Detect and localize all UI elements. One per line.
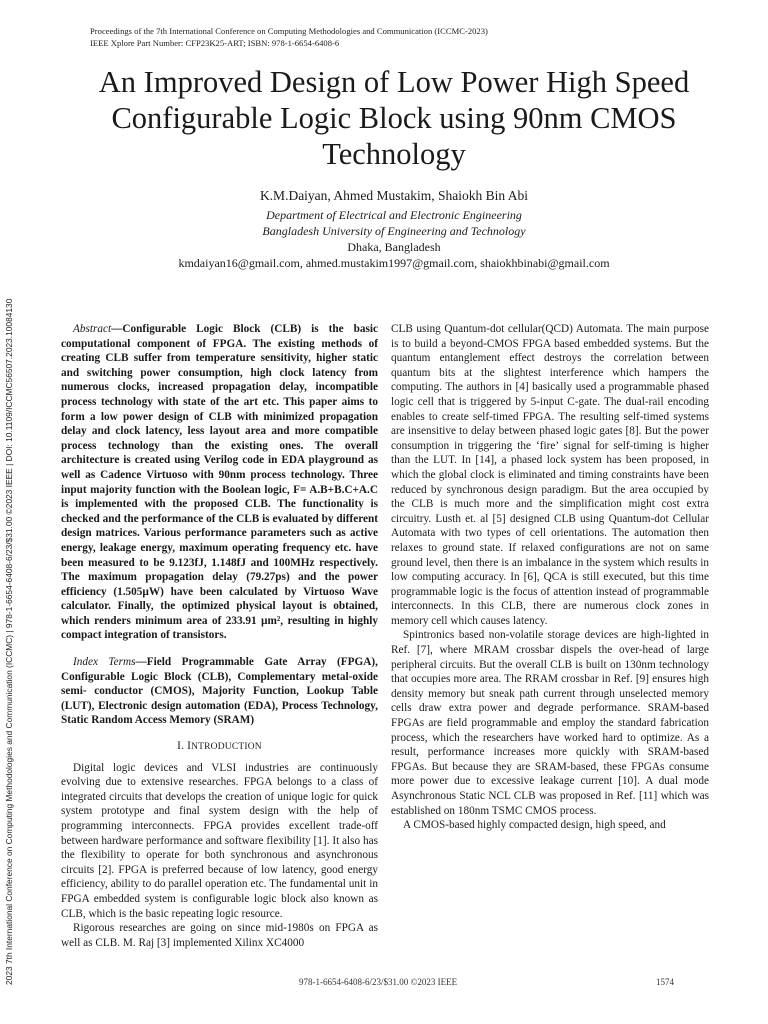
page-number: 1574: [656, 977, 674, 987]
section-heading-introduction: [61, 739, 378, 755]
index-terms: [61, 655, 378, 728]
section-numeral: I.: [177, 740, 185, 753]
paper-title: [40, 64, 748, 172]
right-paragraph-1: CLB using Quantum-dot cellular(QCD) Automata. The main purpose is to build a beyond-CMOS FPGA based embedded systems. But the quantum entanglement effect destroys the correlation between quantum bits at the slightest interference which hampers the computing. The authors in [4] basically used a programmable phased logic cell that is triggered by 5-input C-gate. The dual-rail encoding enables to create self-timed FPGA. The resulting self-timed systems are insensitive to delay between phased logic gates [8]. But the power consumption in triggering the ‘fire’ signal for self-timing is higher than the LUT. In [14], a phased lock system has been proposed, in which the global clock is eliminated and timing constraints have been reduced by synchronous design paradigm. But the area occupied by the CLB is much more and the simplification might cost extra circuitry. Lusth et. al [5] designed CLB using Quantum-dot Cellular Automata with two types of cell orientations. The automation then relaxes to ground state. If relaxed configurations are not on same ground level, then there is an imbalance in the system which results in low computing accuracy. In [6], QCA is still executed, but this time programmable logic is the focus of attention instead of programmable interconnects. In this CLB, there are numerous clock zones in memory cell which causes latency.: [391, 323, 709, 627]
left-paragraph-1: Digital logic devices and VLSI industries are continuously evolving due to extensive researches. FPGA belongs to a class of integrated circuits that develops the creation of unique logic for quick system prototype and final system design with the help of programming interconnects. FPGA provides excellent trade-off between hardware performance and software flexibility [1]. It also has the flexibility to operate for both synchronous and asynchronous circuits [2]. FPGA is preferred because of low latency, good energy efficiency, ability to do parallel operation etc. The fundamental unit in FPGA embedded system is configurable logic block also known as CLB, which is the basic repeating logic resource.: [61, 761, 378, 920]
abstract: [61, 322, 378, 643]
right-paragraph-3: A CMOS-based highly compacted design, high speed, and: [403, 819, 666, 832]
title-line-3: Technology: [322, 137, 466, 171]
location: Dhaka, Bangladesh: [347, 240, 441, 254]
abstract-text: —Configurable Logic Block (CLB) is the basic computational component of FPGA. The existing methods of creating CLB suffer from temperature sensitivity, higher static and switching power consumption, high clock latency from numerous clocks, increased propagation delay, incompatible process technology with state of the art etc. This paper aims to form a low power design of CLB with minimized propagation delay and clock latency, less layout area and more compatible process technology than the existing ones. The overall architecture is created using Verilog code in EDA playground as well as Cadence Virtuoso with 90nm process technology. Three input majority function with the Boolean logic, F= A.B+B.C+A.C is implemented with the proposed CLB. The functionality is checked and the performance of the CLB is evaluated by different design matrices. Various performance parameters such as active energy, leakage energy, maximum operating frequency etc. have been measured to be 9.123fJ, 1.148fJ and 100MHz respectively. The maximum propagation delay (79.27ps) and the power efficiency (1.505µW) have been calculated by Virtuoso Wave calculator. Finally, the optimized physical layout is obtained, which renders minimum area of 233.91 µm², resulting in highly compact integration of transistors.: [61, 323, 378, 642]
right-paragraph-2: Spintronics based non-volatile storage devices are high-lighted in Ref. [7], where MRAM crossbar dispels the over-head of large peripheral circuits. But the overall CLB is built on 130nm technology that occupies more area. The RRAM crossbar in Ref. [9] ensures high density memory but sneak path current through unselected memory cells draw extra power and degrade performance. SRAM-based FPGAs are field programmable and employ the standard fabrication process, which the researchers have worked hard to optimize. As a result, performance increases more quickly with SRAM-based FPGAs. But because they are SRAM-based, these FPGAs consume more power due to excessive leakage current [10]. A dual mode Asynchronous Static NCL CLB was proposed in Ref. [11] which was established on 180nm TSMC CMOS process.: [391, 629, 709, 817]
affiliation-block: [40, 207, 748, 271]
left-paragraph-2: Rigorous researches are going on since mid-1980s on FPGA as well as CLB. M. Raj [3] implemented Xilinx XC4000: [61, 922, 378, 949]
proceedings-line-2: IEEE Xplore Part Number: CFP23K25-ART; ISBN: 978-1-6654-6408-6: [90, 38, 340, 48]
right-column: [391, 322, 709, 833]
section-rest: NTRODUCTION: [191, 742, 262, 753]
footer-copyright: 978-1-6654-6408-6/23/$31.00 ©2023 IEEE: [299, 977, 458, 987]
left-column: [61, 322, 378, 950]
proceedings-header: [90, 25, 488, 49]
author-emails[interactable]: kmdaiyan16@gmail.com, ahmed.mustakim1997@gmail.com, shaiokhbinabi@gmail.com: [178, 256, 610, 270]
university: Bangladesh University of Engineering and Technology: [262, 224, 526, 238]
author-list: K.M.Daiyan, Ahmed Mustakim, Shaiokh Bin Abi: [259, 188, 529, 203]
doi-sidebar: 2023 7th International Conference on Computing Methodologies and Communication (ICCMC) | 978-1-6654-6408-6/23/$31.00 ©2023 IEEE | DOI: 10.1109/ICCMC56507.2023.10084130: [4, 298, 14, 985]
section-cap: I: [187, 740, 192, 753]
abstract-lead: Abstract: [73, 323, 112, 335]
index-terms-text: —Field Programmable Gate Array (FPGA), Configurable Logic Block (CLB), Complementary metal-oxide semi- conductor (CMOS), Majority Function, Lookup Table (LUT), Electronic design automation (EDA), Process Technology, Static Random Access Memory (SRAM): [61, 656, 378, 727]
title-line-2: Configurable Logic Block using 90nm CMOS: [111, 101, 677, 135]
title-line-1: An Improved Design of Low Power High Speed: [98, 65, 690, 99]
proceedings-line-1: Proceedings of the 7th International Conference on Computing Methodologies and Communication (ICCMC-2023): [90, 26, 488, 36]
department: Department of Electrical and Electronic Engineering: [266, 208, 522, 222]
index-terms-lead: Index Terms: [73, 656, 136, 669]
